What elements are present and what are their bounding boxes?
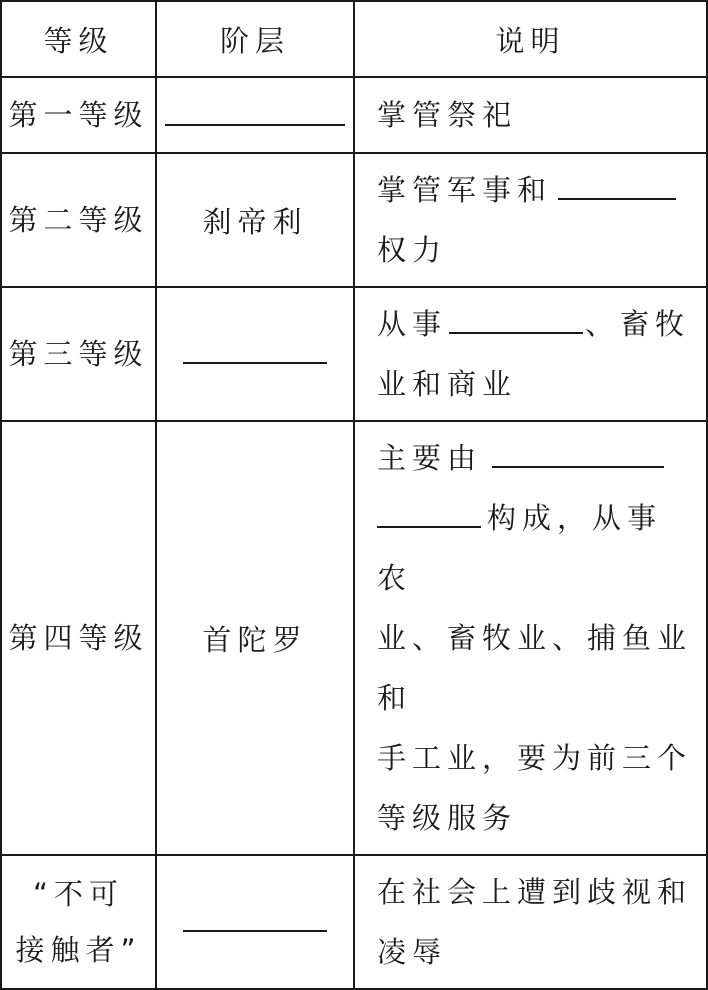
stratum-blank-cell [156,77,354,153]
table-row [1,287,707,421]
answer-blank[interactable] [183,362,327,364]
header-description: 说明 [354,1,707,77]
level-text: “不可 [32,877,125,911]
stratum-blank-cell [156,855,354,989]
description-text: 从事 [377,307,448,341]
table-row [1,153,707,287]
level-text: 接触者” [15,933,142,967]
answer-blank[interactable] [558,197,676,200]
level-cell: 第二等级 [1,153,156,287]
level-cell [1,855,156,989]
table-row [1,421,707,855]
description-text: 、畜牧 [585,307,691,341]
description-cell [354,287,707,421]
description-cell [354,421,707,855]
description-cell [354,855,707,989]
stratum-blank-cell [156,287,354,421]
description-text: 主要由 [377,441,483,475]
description-text: 业、畜牧业、捕鱼业和 [377,621,693,715]
description-cell [354,153,707,287]
description-text: 掌管军事和 [377,173,553,207]
level-cell: 第三等级 [1,287,156,421]
header-stratum: 阶层 [156,1,354,77]
description-cell [354,77,707,153]
level-cell: 第一等级 [1,77,156,153]
header-row [1,1,707,77]
answer-blank[interactable] [377,525,481,528]
description-text: 等级服务 [377,801,518,835]
answer-blank[interactable] [492,465,664,468]
description-text: 权力 [377,233,448,267]
answer-blank[interactable] [183,930,327,932]
description-text: 掌管祭祀 [377,98,518,132]
description-text: 在社会上遭到歧视和 [377,875,693,909]
stratum-cell: 刹帝利 [156,153,354,287]
description-text: 业和商业 [377,367,518,401]
description-text: 凌辱 [377,935,448,969]
table-row [1,855,707,989]
description-text: 构成，从事农 [377,501,663,595]
description-text: 手工业，要为前三个 [377,741,693,775]
table-row [1,77,707,153]
answer-blank[interactable] [165,124,345,126]
stratum-cell: 首陀罗 [156,421,354,855]
header-level: 等级 [1,1,156,77]
answer-blank[interactable] [449,331,583,334]
level-cell: 第四等级 [1,421,156,855]
